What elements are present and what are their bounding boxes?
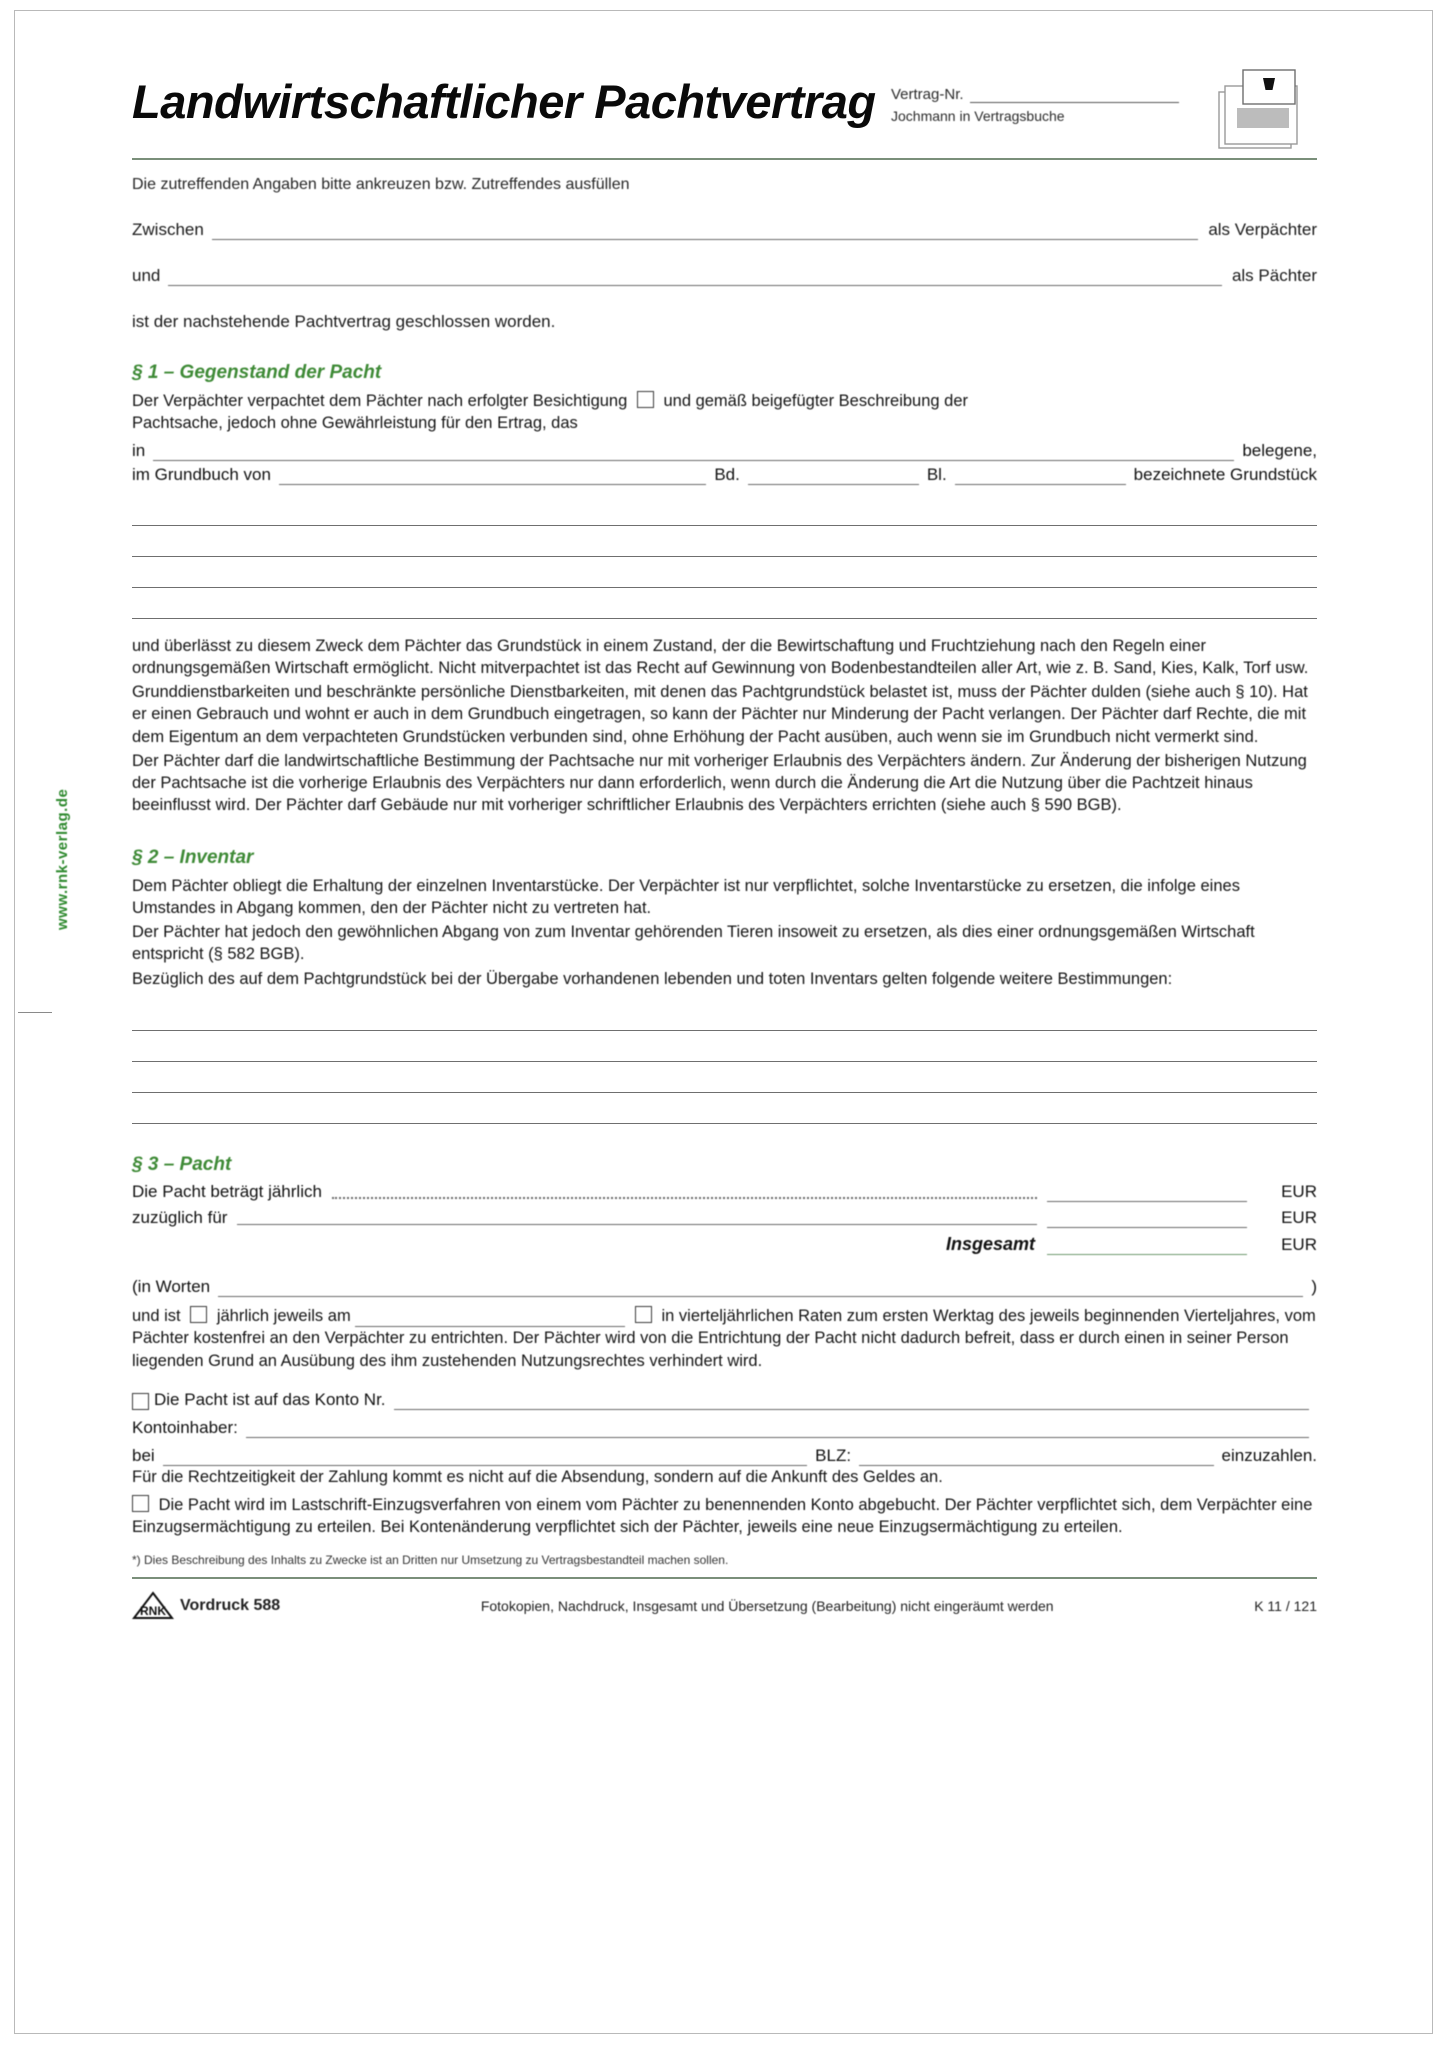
section-1-blank-line[interactable]	[132, 557, 1317, 588]
rnk-logo-icon	[132, 1591, 174, 1621]
rent-in-words-label: (in Worten	[132, 1276, 211, 1296]
rent-yearly-currency: EUR	[1281, 1181, 1317, 1201]
side-website-label: www.rnk-verlag.de	[54, 788, 71, 930]
section-1-paragraph: Grunddienstbarkeiten und beschränkte persönliche Dienstbarkeiten, mit denen das Pachtgrundstück belastet ist, muss der Pächter dulden (siehe auch § 10). Hat er einen Gebrauch und wohnt er auch in dem Grundbuch eingetragen, so kann der Pächter nur Minderung der Pacht verlangen. Der Pächter darf Rechte, die mit dem Eigentum an dem verpachteten Grundstücken verbunden sind, ohne Erhöhung der Pacht ausüben, auch wenn sie im Grundbuch nicht vermerkt sind.	[132, 683, 1308, 746]
rent-in-words-input[interactable]	[218, 1282, 1303, 1297]
section-2-blank-line[interactable]	[132, 1093, 1317, 1124]
form-subtitle: Die zutreffenden Angaben bitte ankreuzen bzw. Zutreffendes ausfüllen	[132, 176, 630, 193]
section-1-paragraph: Der Pächter darf die landwirtschaftliche Bestimmung der Pachtsache nur mit vorheriger Erlaubnis des Verpächters ändern. Zur Änderung der bisherigen Nutzung der Pachtsache ist die vorherige Erlaubnis des Verpächters nur dann erforderlich, wenn durch die Änderung die Art die Nutzung über die Pachtzeit hinaus beeinflusst wird. Der Pächter darf Gebäude nur mit vorheriger schriftlicher Erlaubnis des Verpächters errichten (siehe auch § 590 BGB).	[132, 751, 1307, 815]
form-header	[132, 60, 1317, 156]
grundbuch-bl-input[interactable]	[955, 470, 1126, 485]
bank-bei-label: bei	[132, 1445, 155, 1465]
bank-blz-label: BLZ:	[815, 1445, 852, 1465]
section-1-blank-lines	[132, 495, 1317, 619]
footer-page-code: K 11 / 121	[1254, 1597, 1317, 1614]
lessee-label: und	[132, 266, 161, 285]
section-2-blank-line[interactable]	[132, 1062, 1317, 1093]
publisher-form-number: Vordruck 588	[180, 1596, 281, 1614]
section-2-blank-lines	[132, 1000, 1317, 1124]
bank-holder-row	[132, 1418, 1317, 1438]
section-1-intro-a: Der Verpächter verpachtet dem Pächter nach erfolgter Besichtigung	[132, 392, 628, 410]
payment-option-yearly: jährlich jeweils am	[216, 1306, 351, 1325]
rent-extra-input[interactable]	[1047, 1213, 1247, 1228]
contract-number-label: Vertrag-Nr.	[891, 86, 964, 103]
bank-holder-label: Kontoinhaber:	[132, 1417, 238, 1437]
rent-total-input[interactable]	[1047, 1240, 1247, 1255]
lessor-row	[132, 220, 1317, 240]
grundbuch-bd-input[interactable]	[748, 470, 919, 485]
rent-in-words-tail: )	[1311, 1276, 1317, 1296]
lessee-row	[132, 266, 1317, 286]
payment-option-quarterly: in vierteljährlichen Raten zum ersten Werktag des jeweils	[661, 1306, 1080, 1325]
payment-yearly-checkbox[interactable]	[190, 1306, 207, 1323]
contract-number-input[interactable]	[970, 89, 1179, 103]
payment-date-input[interactable]	[355, 1312, 625, 1327]
footer-rule	[132, 1577, 1317, 1579]
rent-total-row	[132, 1234, 1317, 1255]
form-footer	[132, 1591, 1317, 1621]
section-1-description-checkbox[interactable]	[637, 391, 654, 408]
payment-terms-paragraph	[132, 1305, 1317, 1372]
bank-account-row	[132, 1390, 1317, 1410]
bank-note-text: Für die Rechtzeitigkeit der Zahlung kommt es nicht auf die Absendung, sondern auf die Ankunft des Geldes an.	[132, 1467, 943, 1486]
payment-quarterly-checkbox[interactable]	[635, 1306, 652, 1323]
grundbuch-label: im Grundbuch von	[132, 464, 271, 484]
grundbuch-input[interactable]	[279, 470, 706, 485]
location-row	[132, 441, 1317, 461]
bank-account-input[interactable]	[394, 1395, 1309, 1410]
section-3-heading: § 3 – Pacht	[132, 1153, 232, 1175]
lessor-label: Zwischen	[132, 220, 204, 239]
location-input[interactable]	[153, 446, 1234, 461]
footnote-text: *) Dies Beschreibung des Inhalts zu Zwecke ist an Dritten nur Umsetzung zu Vertragsbestandteil machen sollen.	[132, 1552, 729, 1567]
rent-total-currency: EUR	[1281, 1234, 1317, 1254]
grundbuch-bl-label: Bl.	[926, 464, 947, 484]
svg-text:RNK: RNK	[140, 1603, 166, 1618]
section-1-paragraph: und überlässt zu diesem Zweck dem Pächter das Grundstück in einem Zustand, der die Bewirtschaftung und Fruchtziehung nach den Regeln einer ordnungsgemäßen Wirtschaft ermöglicht. Nicht mitverpachtet ist das Recht auf Gewinnung von Bodenbestandteilen aller Art, wie z. B. Sand, Kies, Kalk, Torf usw.	[132, 636, 1309, 677]
section-1-blank-line[interactable]	[132, 588, 1317, 619]
bank-holder-input[interactable]	[246, 1423, 1309, 1438]
rent-yearly-input[interactable]	[1047, 1187, 1247, 1202]
location-tail: belegene,	[1242, 440, 1317, 460]
rent-extra-rule[interactable]	[237, 1214, 1037, 1225]
lessor-input[interactable]	[212, 225, 1199, 240]
section-2-paragraph: Dem Pächter obliegt die Erhaltung der einzelnen Inventarstücke. Der Verpächter ist nur verpflichtet, solche Inventarstücke zu ersetzen, die infolge eines Umstandes in Abgang kommen, den der Pächter nicht zu vertreten hat.	[132, 876, 1240, 917]
rent-yearly-label: Die Pacht beträgt jährlich	[132, 1181, 322, 1201]
section-1-blank-line[interactable]	[132, 526, 1317, 557]
section-2-paragraph: Bezüglich des auf dem Pachtgrundstück bei der Übergabe vorhandenen lebenden und toten Inventars gelten folgende weitere Bestimmungen:	[132, 969, 1173, 988]
lessor-role-label: als Verpächter	[1208, 220, 1317, 239]
rent-extra-label: zuzüglich für	[132, 1207, 228, 1227]
bank-transfer-checkbox[interactable]	[132, 1393, 149, 1410]
contract-number-sublabel: Jochmann in Vertragsbuche	[891, 108, 1065, 124]
grundbuch-tail: bezeichnete Grundstück	[1133, 464, 1317, 484]
section-1-blank-line[interactable]	[132, 495, 1317, 526]
parties-block	[132, 220, 1317, 332]
parties-intro-text: ist der nachstehende Pachtvertrag geschlossen worden.	[132, 312, 556, 331]
header-rule	[132, 158, 1317, 160]
payment-prefix: und ist	[132, 1306, 181, 1325]
rent-yearly-row	[132, 1182, 1317, 1202]
contract-number-block	[891, 86, 1179, 124]
footer-center-note: Fotokopien, Nachdruck, Insgesamt und Übersetzung (Bearbeitung) nicht eingeräumt werden	[480, 1597, 1054, 1614]
grundbuch-bd-label: Bd.	[714, 464, 740, 484]
bank-account-label: Die Pacht ist auf das Konto Nr.	[154, 1389, 386, 1409]
document-stack-icon	[1197, 66, 1317, 152]
rent-in-words-row	[132, 1277, 1317, 1297]
debit-option-text: Die Pacht wird im Lastschrift-Einzugsverfahren von einem vom Pächter zu benennenden Konto abgebucht. Der Pächter verpflichtet sich, dem Verpächter eine Einzugsermächtigung zu erteilen. Bei Kontenänderung verpflichtet sich der Pächter, jeweils eine neue Einzugsermächtigung zu erteilen.	[132, 1496, 1313, 1537]
lessee-input[interactable]	[168, 271, 1222, 286]
section-2-heading: § 2 – Inventar	[132, 846, 254, 868]
publisher-brand	[132, 1591, 280, 1621]
side-tick-mark	[18, 1012, 52, 1013]
page-title: Landwirtschaftlicher Pachtvertrag	[132, 75, 876, 128]
debit-option-checkbox[interactable]	[132, 1495, 149, 1512]
rent-total-label: Insgesamt	[945, 1233, 1035, 1254]
bank-blz-input[interactable]	[859, 1451, 1213, 1466]
section-1-heading: § 1 – Gegenstand der Pacht	[132, 362, 382, 383]
grundbuch-row	[132, 465, 1317, 485]
payment-rest-text: beginnenden Vierteljahres, vom Pächter kostenfrei an den Verpächter zu entrichten. Der Pächter wird von die Entrichtung der Pacht nicht dadurch befreit, dass er durch einen in seiner Person liegenden Grund an Ausübung des ihm zustehenden Nutzungsrechtes verhindert wird.	[132, 1306, 1316, 1370]
section-2-blank-line[interactable]	[132, 1000, 1317, 1031]
rent-extra-currency: EUR	[1281, 1207, 1317, 1227]
section-2-blank-line[interactable]	[132, 1031, 1317, 1062]
bank-bei-row	[132, 1446, 1317, 1466]
section-1-intro	[132, 390, 1317, 435]
rent-extra-row	[132, 1208, 1317, 1228]
section-1-intro-c: Pachtsache, jedoch ohne Gewährleistung für den Ertrag, das	[132, 414, 578, 433]
rent-yearly-dots	[332, 1187, 1037, 1199]
section-2-paragraph: Der Pächter hat jedoch den gewöhnlichen Abgang von zum Inventar gehörenden Tieren insoweit zu ersetzen, als dies einer ordnungsgemäßen Wirtschaft entspricht (§ 582 BGB).	[132, 923, 1255, 964]
lessee-role-label: als Pächter	[1231, 266, 1317, 285]
section-1-intro-b: und gemäß beigefügter Beschreibung der	[663, 392, 969, 410]
bank-name-input[interactable]	[163, 1451, 807, 1466]
debit-option-paragraph	[132, 1494, 1317, 1539]
bank-tail-label: einzuzahlen.	[1221, 1445, 1317, 1465]
form-content	[132, 60, 1317, 1621]
location-label: in	[132, 440, 146, 460]
